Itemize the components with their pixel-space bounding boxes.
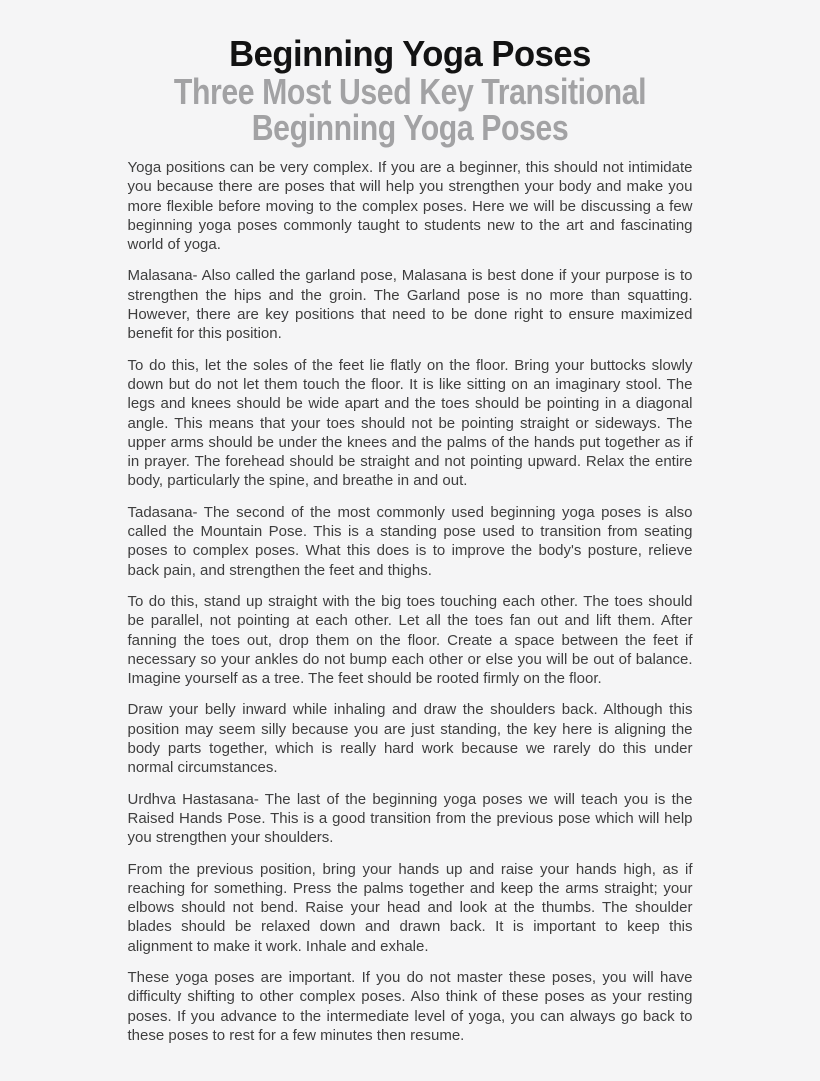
paragraph: Urdhva Hastasana- The last of the beginning yoga poses we will teach you is the Raised Hands Pose. This is a good transition from the previous pose which will help you strengthen your shoulders.	[127, 790, 693, 847]
page-title	[0, 34, 820, 74]
paragraph: Draw your belly inward while inhaling and draw the shoulders back. Although this position may seem silly because you are just standing, the key here is aligning the body parts together, which is really hard work because we rarely do this under normal circumstances.	[127, 701, 693, 777]
paragraph: To do this, stand up straight with the big toes touching each other. The toes should be parallel, not pointing at each other. Let all the toes fan out and lift them. After fanning the toes out, drop them on the floor. Create a space between the feet if necessary so your ankles do not bump each other or else you will be out of balance. Imagine yourself as a tree. The feet should be rooted firmly on the floor.	[127, 592, 693, 688]
page-title-text: Beginning Yoga Poses	[229, 33, 591, 74]
paragraph: These yoga poses are important. If you do not master these poses, you will have difficulty shifting to other complex poses. Also think of these poses as your resting poses. If you advance to the intermediate level of yoga, you can always go back to these poses to rest for a few minutes then resume.	[127, 968, 693, 1044]
page-subtitle	[0, 71, 820, 148]
paragraph: Yoga positions can be very complex. If you are a beginner, this should not intimidate you because there are poses that will help you strengthen your body and make you more flexible before moving to the complex poses. Here we will be discussing a few beginning yoga poses commonly taught to students new to the art and fascinating world of yoga.	[127, 159, 693, 254]
paragraph: Malasana- Also called the garland pose, Malasana is best done if your purpose is to strengthen the hips and the groin. The Garland pose is no more than squatting. However, there are key positions that need to be done right to ensure maximized benefit for this position.	[127, 267, 693, 343]
page-subtitle-line-2: Beginning Yoga Poses	[251, 107, 569, 148]
paragraph: Tadasana- The second of the most commonly used beginning yoga poses is also called the Mountain Pose. This is a standing pose used to transition from seating poses to complex poses. What this does is to improve the body's posture, relieve back pain, and strengthen the feet and thighs.	[127, 503, 693, 579]
page-subtitle-line-1: Three Most Used Key Transitional	[173, 71, 647, 112]
paragraph: From the previous position, bring your hands up and raise your hands high, as if reaching for something. Press the palms together and keep the arms straight; your elbows should not bend. Raise your head and look at the thumbs. The shoulder blades should be relaxed down and drawn back. It is important to keep this alignment to make it work. Inhale and exhale.	[127, 860, 693, 955]
paragraph: To do this, let the soles of the feet lie flatly on the floor. Bring your buttocks slowly down but do not let them touch the floor. It is like sitting on an imaginary stool. The legs and knees should be wide apart and the toes should be pointing in a diagonal angle. This means that your toes should not be pointing straight or sideways. The upper arms should be under the knees and the palms of the hands put together as if in prayer. The forehead should be straight and not pointing upward. Relax the entire body, particularly the spine, and breathe in and out.	[127, 356, 693, 490]
article-body	[128, 158, 693, 1045]
